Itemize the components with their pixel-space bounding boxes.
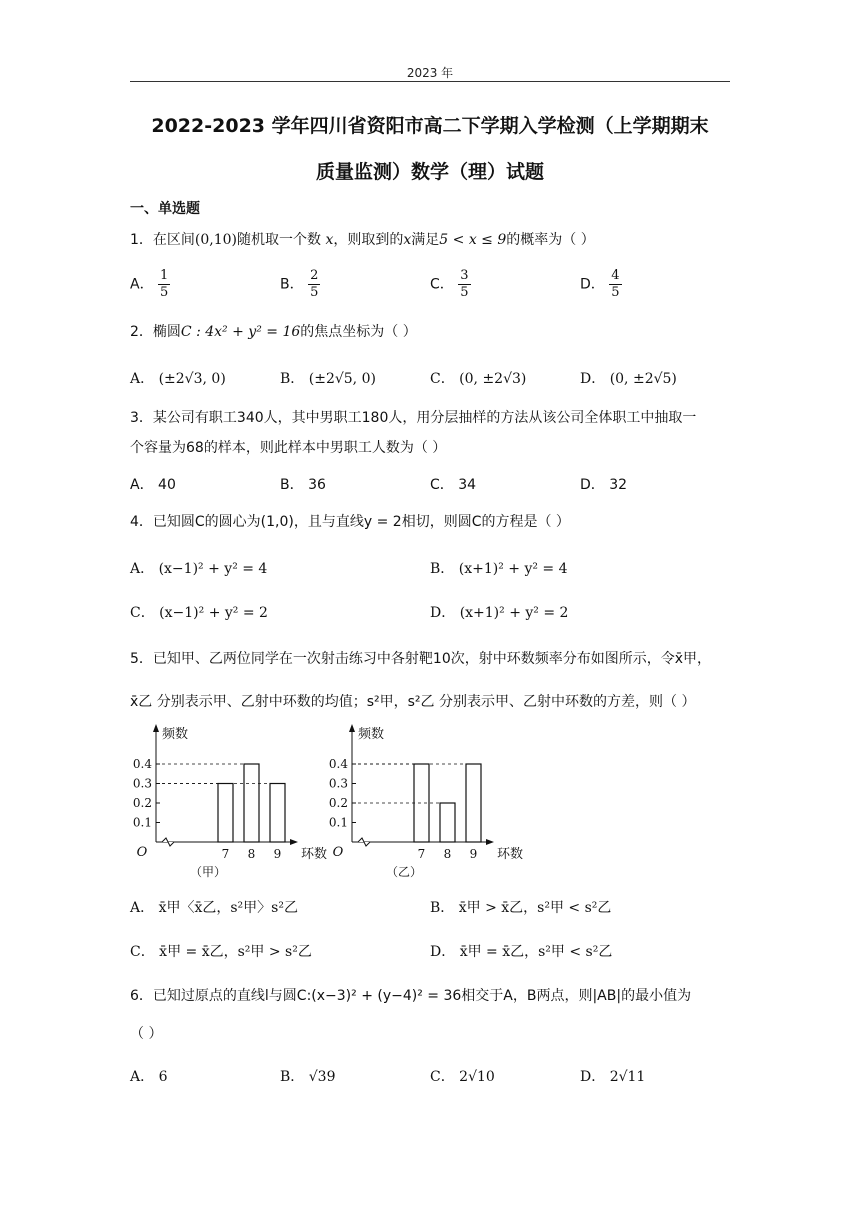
x-axis-label: 环数 xyxy=(300,847,328,862)
q2-option-a[interactable]: A． (±2√3, 0) xyxy=(130,371,226,387)
q4-option-c[interactable]: C． (x−1)² + y² = 2 xyxy=(130,605,268,621)
x-tick-label: 9 xyxy=(273,847,282,861)
question-5-line-1: 5．已知甲、乙两位同学在一次射击练习中各射靶10次，射中环数频率分布如图所示，令x̄甲， xyxy=(130,651,712,667)
question-1-stem: 1．在区间(0,10)随机取一个数 x，则取到的x满足5 < x ≤ 9的概率为（ ） xyxy=(130,232,595,248)
title-line-2: 质量监测）数学（理）试题 xyxy=(315,161,544,183)
chart-yi xyxy=(329,724,523,879)
x-axis-arrow xyxy=(290,839,298,845)
chart-caption: （乙） xyxy=(385,865,423,879)
q6-option-b[interactable]: B． √39 xyxy=(280,1069,336,1085)
y-tick-label: 0.1 xyxy=(132,815,152,830)
q5-option-c[interactable]: C． x̄甲 = x̄乙，s²甲 > s²乙 xyxy=(130,944,312,960)
question-4-stem: 4．已知圆C的圆心为(1,0)，且与直线y = 2相切，则圆C的方程是（ ） xyxy=(130,514,570,530)
y-axis-label: 频数 xyxy=(162,727,189,742)
q1-option-d[interactable]: D． $\frac{4}{5}$ xyxy=(580,268,620,300)
y-tick-label: 0.2 xyxy=(132,796,152,810)
origin-label: O xyxy=(332,845,344,860)
x-tick-label: 7 xyxy=(221,847,230,861)
x-tick-label: 7 xyxy=(417,847,426,861)
q4-option-a[interactable]: A． (x−1)² + y² = 4 xyxy=(130,561,268,577)
x-axis-arrow xyxy=(486,839,494,845)
chart-jia xyxy=(133,724,327,879)
y-tick-label: 0.2 xyxy=(328,796,348,810)
q5-option-d[interactable]: D． x̄甲 = x̄乙，s²甲 < s²乙 xyxy=(430,944,613,960)
section-heading: 一、单选题 xyxy=(130,201,200,217)
q2-option-c[interactable]: C． (0, ±2√3) xyxy=(430,371,527,387)
x-axis-label: 环数 xyxy=(496,847,524,862)
q2-equation: C : 4x² + y² = 16 xyxy=(180,324,301,340)
q6-option-c[interactable]: C． 2√10 xyxy=(430,1069,495,1085)
question-2-stem: 2．椭圆C : 4x² + y² = 16的焦点坐标为（ ） xyxy=(130,324,417,340)
q1-stem-b: 随机取一个数 xyxy=(237,232,322,248)
q1-condition: 5 < x ≤ 9 xyxy=(439,232,507,248)
bar-9 xyxy=(466,764,481,842)
question-3-line-2: 个容量为68的样本，则此样本中男职工人数为（ ） xyxy=(130,440,447,456)
q1-stem-e: 的概率为（ ） xyxy=(506,232,595,248)
q4-option-b[interactable]: B． (x+1)² + y² = 4 xyxy=(430,561,568,577)
q6-option-a[interactable]: A． 6 xyxy=(130,1069,168,1085)
y-axis-arrow xyxy=(153,724,159,732)
q1-option-c[interactable]: C． $\frac{3}{5}$ xyxy=(430,268,469,300)
q2-option-b[interactable]: B． (±2√5, 0) xyxy=(280,371,376,387)
y-tick-label: 0.3 xyxy=(328,776,348,791)
q4-option-d[interactable]: D． (x+1)² + y² = 2 xyxy=(430,605,569,621)
q3-option-d[interactable]: D． 32 xyxy=(580,477,628,493)
origin-label: O xyxy=(136,845,148,860)
q3-option-b[interactable]: B． 36 xyxy=(280,477,326,493)
q5-option-a[interactable]: A． x̄甲〈x̄乙，s²甲〉s²乙 xyxy=(130,900,298,916)
header-divider xyxy=(130,81,730,82)
bar-9 xyxy=(270,784,285,843)
q1-stem-d: 满足 xyxy=(411,232,440,248)
page-header: 2023 年 xyxy=(406,66,454,80)
q1-interval: (0,10) xyxy=(194,232,238,248)
x-tick-label: 8 xyxy=(443,847,452,861)
q2-option-d[interactable]: D． (0, ±2√5) xyxy=(580,371,677,387)
frequency-charts xyxy=(126,722,524,882)
q1-option-b[interactable]: B． $\frac{2}{5}$ xyxy=(280,268,319,300)
y-axis-arrow xyxy=(349,724,355,732)
q5-option-b[interactable]: B． x̄甲 > x̄乙，s²甲 < s²乙 xyxy=(430,900,612,916)
bar-7 xyxy=(218,784,233,843)
y-axis-label: 频数 xyxy=(358,727,385,742)
axis-break xyxy=(358,838,370,846)
y-tick-label: 0.3 xyxy=(132,776,152,791)
title-line-1: 2022-2023 学年四川省资阳市高二下学期入学检测（上学期期末 xyxy=(151,115,709,137)
q1-stem-a: 1．在区间 xyxy=(130,232,195,248)
q3-option-c[interactable]: C． 34 xyxy=(430,477,477,493)
q3-option-a[interactable]: A． 40 xyxy=(130,477,176,493)
axis-break xyxy=(162,838,174,846)
q6-option-d[interactable]: D． 2√11 xyxy=(580,1069,646,1085)
y-tick-label: 0.4 xyxy=(328,757,348,771)
question-5-line-2: x̄乙 分别表示甲、乙射中环数的均值；s²甲，s²乙 分别表示甲、乙射中环数的方差，则（ ） xyxy=(130,694,696,710)
q1-option-a[interactable]: A． $\frac{1}{5}$ xyxy=(130,268,169,300)
bar-8 xyxy=(244,764,259,842)
question-6-line-2: （ ） xyxy=(130,1026,163,1042)
question-3-line-1: 3．某公司有职工340人，其中男职工180人，用分层抽样的方法从该公司全体职工中抽取一 xyxy=(130,410,697,426)
y-tick-label: 0.1 xyxy=(328,815,348,830)
q1-stem-c: ，则取到的 xyxy=(333,232,404,248)
y-tick-label: 0.4 xyxy=(132,757,152,771)
question-6-line-1: 6．已知过原点的直线l与圆C:(x−3)² + (y−4)² = 36相交于A，B两点，则|AB|的最小值为 xyxy=(130,988,692,1004)
chart-caption: （甲） xyxy=(189,865,227,879)
x-tick-label: 8 xyxy=(247,847,256,861)
x-tick-label: 9 xyxy=(469,847,478,861)
bar-8 xyxy=(440,803,455,842)
